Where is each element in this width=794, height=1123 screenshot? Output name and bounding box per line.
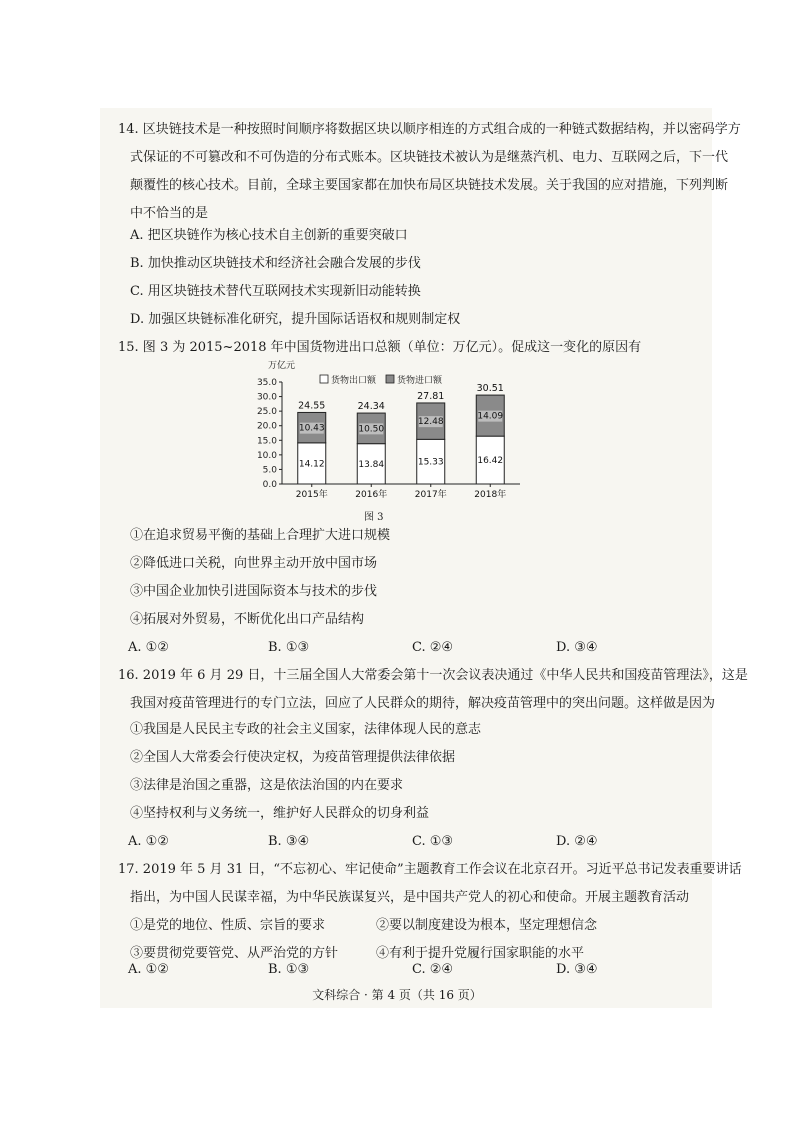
legend-label-2: 货物进口额 [397,376,443,386]
bar-total-label: 27.81 [417,390,445,402]
x-tick-label: 2017年 [414,490,447,500]
q17-line-2: 指出，为中国人民谋幸福，为中华民族谋复兴，是中国共产党人的初心和使命。开展主题教育活动 [130,890,690,905]
bar-total-label: 30.51 [476,383,504,395]
q17-answer-d: D. ③④ [556,962,598,977]
y-axis-unit-label: 万亿元 [268,361,296,371]
q15-statement-1: ①在追求贸易平衡的基础上合理扩大进口规模 [130,528,391,543]
q17-statement-4: ④有利于提升党履行国家职能的水平 [376,946,585,961]
x-tick-label: 2018年 [474,490,507,500]
bar-value-label: 16.42 [477,456,504,467]
q14-line-4: 中不恰当的是 [130,206,209,221]
q14-line-1: 14. 区块链技术是一种按照时间顺序将数据区块以顺序相连的方式组合成的一种链式数据结构，并以密码学方 [118,122,741,137]
q15-answer-d: D. ③④ [556,640,598,655]
q15-statement-3: ③中国企业加快引进国际资本与技术的步伐 [130,584,378,599]
y-tick-label: 0.0 [262,480,277,490]
y-tick-label: 30.0 [256,392,277,403]
bar-value-label: 10.43 [298,423,325,434]
q16-statement-3: ③法律是治国之重器，这是依法治国的内在要求 [130,778,404,793]
q17-statement-1: ①是党的地位、性质、宗旨的要求 [130,918,326,933]
q15-answer-a: A. ①② [128,640,169,655]
q17-statement-3: ③要贯彻党要管党、从严治党的方针 [130,946,339,961]
x-tick-label: 2015年 [295,490,328,500]
bar-value-label: 13.84 [358,459,385,470]
q16-answer-d: D. ②④ [556,834,598,849]
y-tick-label: 25.0 [256,407,277,418]
q14-line-2: 式保证的不可篡改和不可伪造的分布式账本。区块链技术被认为是继蒸汽机、电力、互联网之后，下一代 [130,150,729,165]
q16-statement-1: ①我国是人民民主专政的社会主义国家，法律体现人民的意志 [130,722,482,737]
q14-line-3: 颠覆性的核心技术。目前，全球主要国家都在加快布局区块链技术发展。关于我国的应对措施，下列判断 [130,178,729,193]
legend-label-1: 货物出口额 [331,376,377,386]
q14-option-a: A. 把区块链作为核心技术自主创新的重要突破口 [130,228,408,243]
bar-total-label: 24.34 [357,401,385,413]
q15-stem: 15. 图 3 为 2015~2018 年中国货物进出口总额（单位：万亿元）。促成这一变化的原因有 [118,340,642,355]
q17-answer-c: C. ②④ [412,962,454,977]
y-tick-label: 10.0 [256,450,277,461]
page-footer: 文科综合 · 第 4 页（共 16 页） [312,988,482,1002]
q16-statement-4: ④坚持权利与义务统一，维护好人民群众的切身利益 [130,806,430,821]
q16-answer-a: A. ①② [128,834,169,849]
q16-line-1: 16. 2019 年 6 月 29 日，十三届全国人大常委会第十一次会议表决通过《中华人民共和国疫苗管理法》，这是 [118,668,748,683]
bar-value-label: 14.09 [477,411,504,422]
bar-total-label: 24.55 [298,400,326,412]
q17-answer-b: B. ①③ [268,962,310,977]
q15-statement-2: ②降低进口关税，向世界主动开放中国市场 [130,556,378,571]
x-tick-label: 2016年 [355,490,388,500]
q14-option-d: D. 加强区块链标准化研究，提升国际话语权和规则制定权 [130,312,461,327]
q15-answer-c: C. ②④ [412,640,454,655]
bar-value-label: 14.12 [298,459,325,470]
q14-option-c: C. 用区块链技术替代互联网技术实现新旧动能转换 [130,284,421,299]
q16-line-2: 我国对疫苗管理进行的专门立法，回应了人民群众的期待，解决疫苗管理中的突出问题。这样做是因为 [130,696,716,711]
import-export-chart [248,358,548,508]
q17-answer-a: A. ①② [128,962,169,977]
legend-swatch-1 [320,375,328,383]
legend-swatch-2 [386,375,394,383]
bar-value-label: 10.50 [358,424,385,435]
y-tick-label: 35.0 [256,378,277,388]
q15-answer-b: B. ①③ [268,640,310,655]
y-tick-label: 5.0 [262,465,277,476]
q16-answer-c: C. ①③ [412,834,454,849]
q17-line-1: 17. 2019 年 5 月 31 日，“不忘初心、牢记使命”主题教育工作会议在北京召开。习近平总书记发表重要讲话 [118,862,742,877]
bar-value-label: 12.48 [417,417,444,428]
q14-option-b: B. 加快推动区块链技术和经济社会融合发展的步伐 [130,256,421,271]
q16-statement-2: ②全国人大常委会行使决定权，为疫苗管理提供法律依据 [130,750,456,765]
bar-value-label: 15.33 [417,457,444,468]
q16-answer-b: B. ③④ [268,834,310,849]
y-tick-label: 20.0 [256,421,277,432]
y-tick-label: 15.0 [256,436,277,447]
q15-statement-4: ④拓展对外贸易，不断优化出口产品结构 [130,612,365,627]
q17-statement-2: ②要以制度建设为根本，坚定理想信念 [376,918,598,933]
figure-caption: 图 3 [364,512,384,523]
